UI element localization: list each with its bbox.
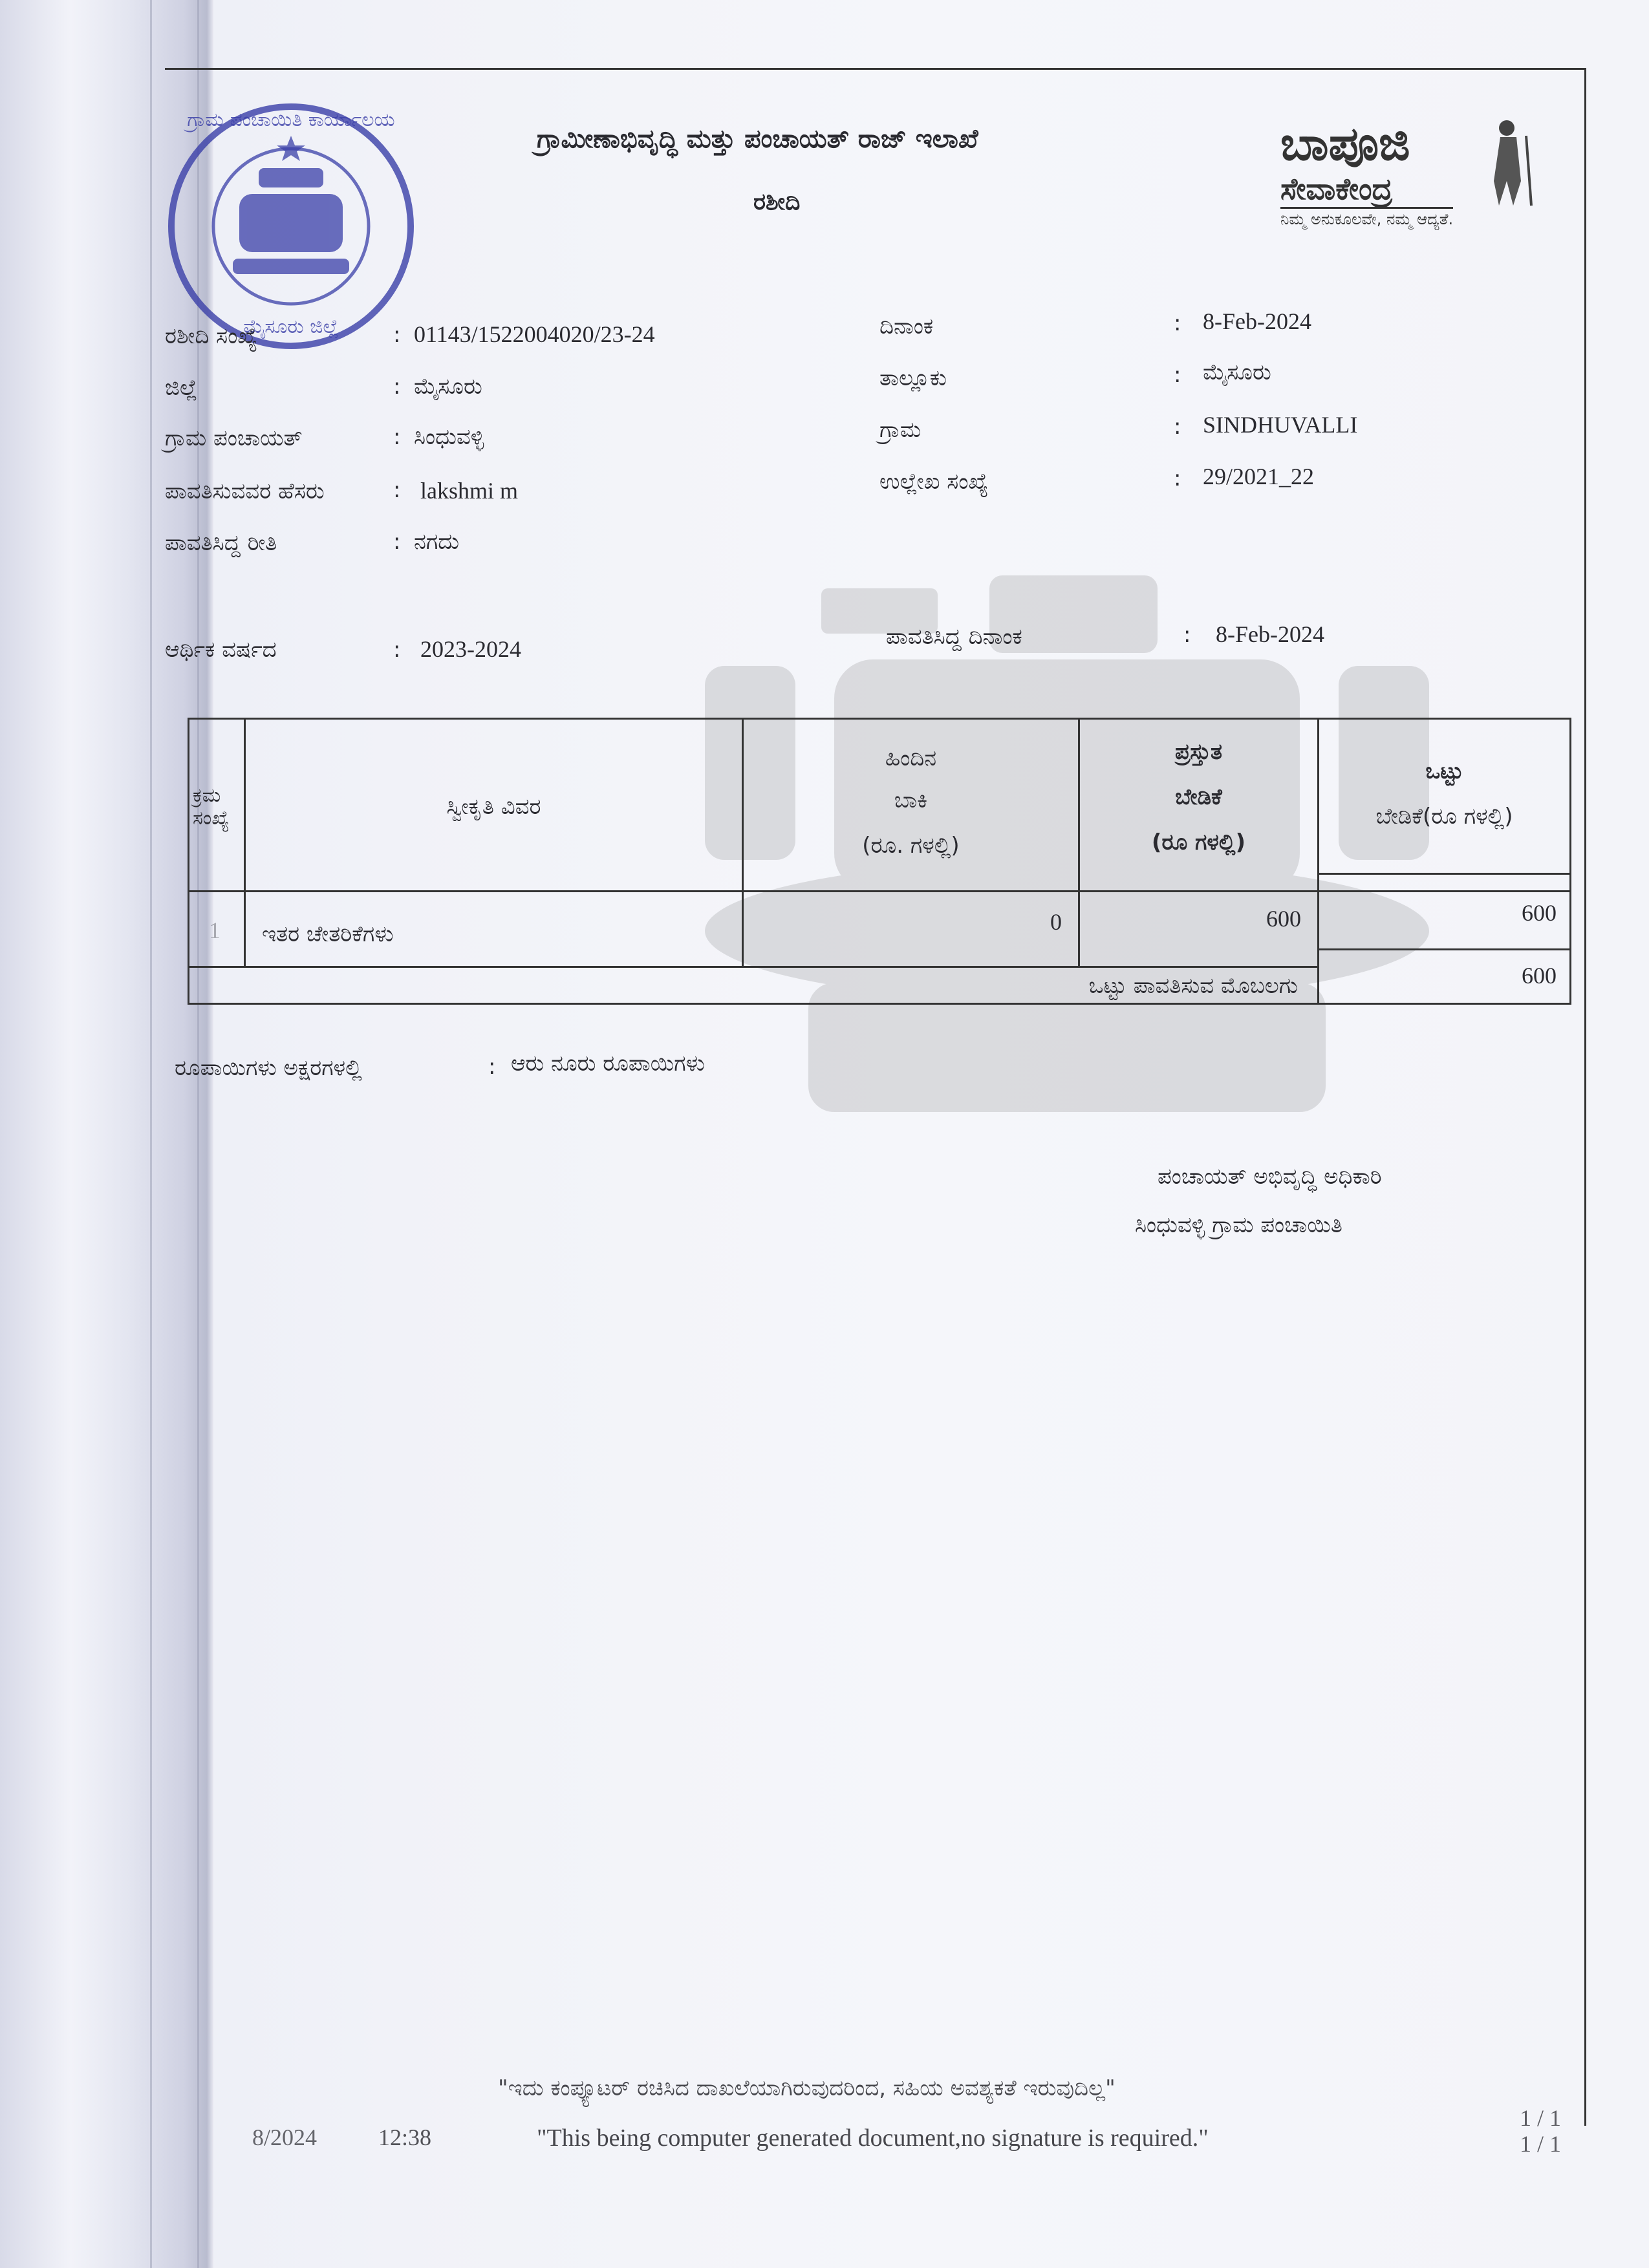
paid-date-label: ಪಾವತಿಸಿದ್ದ ದಿನಾಂಕ [886,624,1022,650]
colon: : [393,477,401,503]
amount-words-label: ರೂಪಾಯಿಗಳು ಅಕ್ಷರಗಳಲ್ಲಿ [175,1055,362,1081]
payment-mode-label: ಪಾವತಿಸಿದ್ದ ರೀತಿ [165,530,277,556]
village-value: SINDHUVALLI [1203,412,1358,438]
page-number-duplicate: 1 / 1 [1520,2131,1562,2157]
colon: : [393,529,401,555]
footer-note-english: "This being computer generated document,no signature is required." [537,2124,1209,2152]
receipt-border [165,68,1586,2126]
village-label: ಗ್ರಾಮ [879,417,921,443]
colon: : [488,1054,496,1080]
table-row: 1 [188,890,246,968]
signatory-office: ಸಿಂಧುವಳ್ಳಿ ಗ್ರಾಮ ಪಂಚಾಯಿತಿ [1135,1212,1342,1238]
row-description-cell: ಇತರ ಚೇತರಿಕೆಗಳು [244,890,744,968]
gram-panchayat-value: ಸಿಂಧುವಳ್ಳಿ [414,424,484,450]
colon: : [393,424,401,450]
district-label: ಜಿಲ್ಲೆ [165,375,198,401]
colon: : [1174,362,1181,388]
financial-year-label: ಆರ್ಥಿಕ ವರ್ಷದ [165,637,277,663]
header-current-cell: ಪ್ರಸ್ತುತ ಬೇಡಿಕೆ (ರೂ ಗಳಲ್ಲಿ) [1078,718,1319,892]
financial-year-value: 2023-2024 [420,636,521,662]
office-seal [162,97,420,356]
colon: : [393,374,401,400]
colon: : [393,322,401,348]
svg-text:ಗ್ರಾಮ ಪಂಚಾಯಿತಿ ಕಾರ್ಯಾಲಯ: ಗ್ರಾಮ ಪಂಚಾಯಿತಿ ಕಾರ್ಯಾಲಯ [187,109,395,131]
receipt-number-label: ರಶೀದಿ ಸಂಖ್ಯೆ [165,323,258,349]
date-label: ದಿನಾಂಕ [879,314,934,339]
fold-line [150,0,152,2268]
page-number: 1 / 1 [1520,2105,1562,2131]
payer-name-label: ಪಾವತಿಸುವವರ ಹೆಸರು [165,478,325,504]
total-value-cell: 600 [1317,948,1571,1005]
print-time: 12:38 [378,2124,432,2150]
gram-panchayat-label: ಗ್ರಾಮ ಪಂಚಾಯತ್ [165,425,303,451]
payer-name-value: lakshmi m [420,478,518,504]
department-title: ಗ್ರಾಮೀಣಾಭಿವೃದ್ಧಿ ಮತ್ತು ಪಂಚಾಯತ್ ರಾಜ್ ಇಲಾಖೆ [537,124,978,154]
receipt-number-value: 01143/1522004020/23-24 [414,321,655,347]
taluk-value: ಮೈಸೂರು [1203,359,1271,385]
row-total-cell: 600 [1317,873,1571,950]
row-current-cell: 600 [1078,890,1319,968]
colon: : [1174,414,1181,440]
reference-number-label: ಉಲ್ಲೇಖ ಸಂಖ್ಯೆ [879,469,989,495]
gandhi-figure-icon [1481,116,1533,207]
colon: : [1183,622,1191,648]
payment-mode-value: ನಗದು [414,529,460,555]
reference-number-value: 29/2021_22 [1203,464,1315,489]
colon: : [1174,310,1181,336]
signatory-title: ಪಂಚಾಯತ್ ಅಭಿವೃದ್ಧಿ ಅಧಿಕಾರಿ [1158,1164,1382,1190]
document-title: ರಶೀದಿ [753,189,801,215]
row-previous-cell: 0 [742,890,1080,968]
header-total-cell: ಒಟ್ಟು ಬೇಡಿಕೆ(ರೂ ಗಳಲ್ಲಿ) [1317,718,1571,892]
colon: : [1174,465,1181,491]
total-label-cell: ಒಟ್ಟು ಪಾವತಿಸುವ ಮೊಬಲಗು [188,966,1319,1005]
print-date: 8/2024 [252,2124,318,2150]
district-value: ಮೈಸೂರು [414,374,482,400]
date-value: 8-Feb-2024 [1203,308,1311,334]
bapuji-logo: ಬಾಪೂಜಿ ಸೇವಾಕೇಂದ್ರ ನಿಮ್ಮ ಅನುಕೂಲವೇ, ನಮ್ಮ ಆದ್ಯತೆ. [1267,116,1539,233]
header-description-cell: ಸ್ವೀಕೃತಿ ವಿವರ [244,718,744,892]
taluk-label: ತಾಲ್ಲೂಕು [879,365,947,391]
amount-words-value: ಆರು ನೂರು ರೂಪಾಯಿಗಳು [511,1051,705,1076]
paid-date-value: 8-Feb-2024 [1216,621,1324,647]
footer-note-kannada: "ಇದು ಕಂಪ್ಯೂಟರ್ ರಚಿಸಿದ ದಾಖಲೆಯಾಗಿರುವುದರಿಂದ, ಸಹಿಯ ಅವಶ್ಯಕತೆ ಇರುವುದಿಲ್ಲ" [498,2075,1116,2101]
header-previous-cell: ಹಿಂದಿನ ಬಾಕಿ (ರೂ. ಗಳಲ್ಲಿ) [742,718,1080,892]
svg-text:ಮೈಸೂರು ಜಿಲ್ಲೆ: ಮೈಸೂರು ಜಿಲ್ಲೆ [243,316,339,338]
header-serial-cell: ಕ್ರಮ ಸಂಖ್ಯೆ [188,718,246,892]
colon: : [393,637,401,663]
